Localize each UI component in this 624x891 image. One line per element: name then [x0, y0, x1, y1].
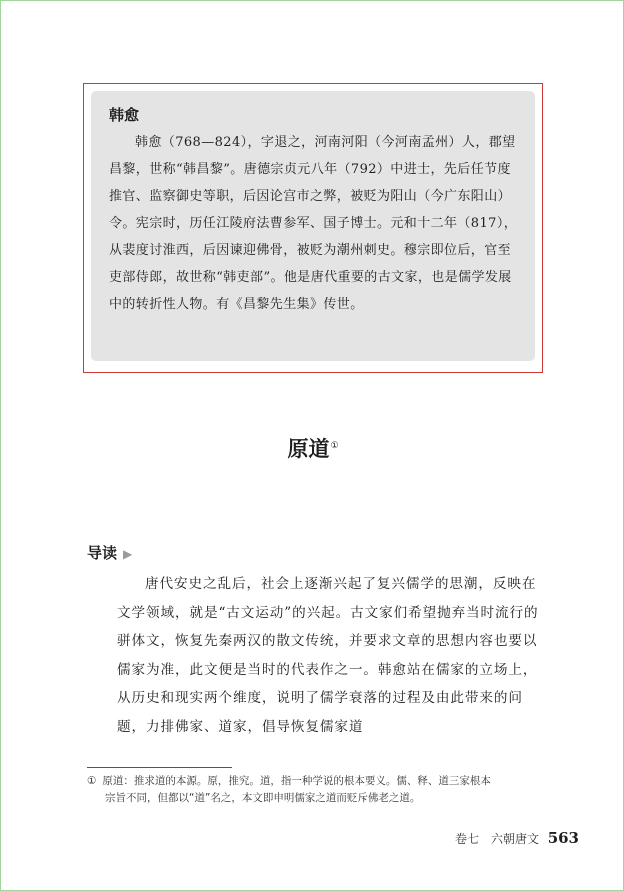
essay-title-text: 原道 [287, 436, 330, 461]
author-name-heading: 韩愈 [109, 106, 140, 124]
essay-title-footnote-marker[interactable]: ① [330, 441, 339, 451]
guide-heading-text: 导读 [87, 544, 118, 562]
footnote-line-1: 原道：推求道的本源。原，推究。道，指一种学说的根本要义。儒、释、道三家根本 [102, 775, 491, 787]
author-bio-frame [83, 83, 543, 373]
footnote-marker: ① [87, 775, 97, 787]
footnote [87, 773, 543, 807]
page-number: 563 [547, 829, 579, 847]
guide-heading [87, 542, 132, 565]
running-head: 卷七 六朝唐文 [454, 832, 539, 846]
author-bio-text: 韩愈（768—824），字退之，河南河阳（今河南孟州）人，郡望昌黎，世称“韩昌黎”。唐德宗贞元八年（792）中进士，先后任节度推官、监察御史等职，后因论宫市之弊，被贬为阳山（今广东阳山）令。宪宗时，历任江陵府法曹参军、国子博士。元和十二年（817），从裴度讨淮西，后因谏迎佛骨，被贬为潮州刺史。穆宗即位后，官至吏部侍郎，故世称“韩吏部”。他是唐代重要的古文家，也是儒学发展中的转折性人物。有《昌黎先生集》传世。 [109, 135, 518, 312]
triangle-right-icon: ▶ [123, 547, 133, 561]
footnote-divider [87, 767, 232, 768]
author-bio-box [91, 91, 535, 361]
guide-paragraph: 唐代安史之乱后，社会上逐渐兴起了复兴儒学的思潮，反映在文学领域，就是“古文运动”的兴起。古文家们希望抛弃当时流行的骈体文，恢复先秦两汉的散文传统，并要求文章的思想内容也要以儒家为准，此文便是当时的代表作之一。韩愈站在儒家的立场上，从历史和现实两个维度，说明了儒学衰落的过程及由此带来的问题，力排佛家、道家，倡导恢复儒家道 [117, 576, 539, 735]
footnote-line-2: 宗旨不同，但都以“道”名之，本文即申明儒家之道而贬斥佛老之道。 [105, 792, 421, 804]
essay-title [1, 431, 624, 464]
